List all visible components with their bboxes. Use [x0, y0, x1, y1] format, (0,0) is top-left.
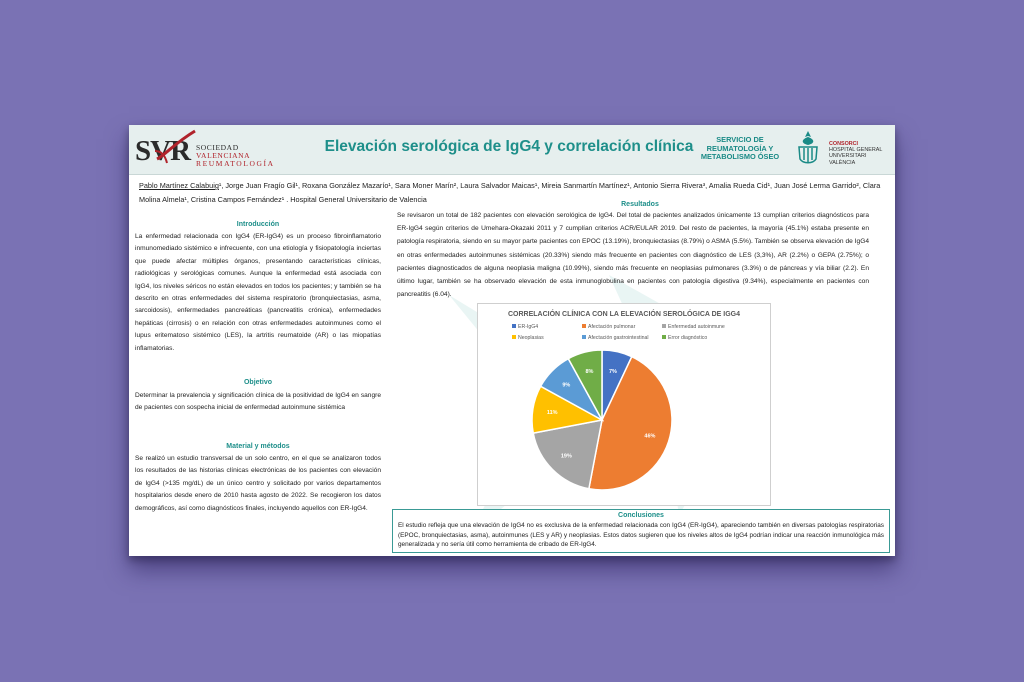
- pie-slices: [532, 350, 672, 490]
- service-name: SERVICIO DE REUMATOLOGÍA Y METABOLISMO ÓSEO: [700, 135, 780, 162]
- poster-title: Elevación serológica de IgG4 y correlación clínica: [324, 138, 694, 155]
- pie-chart: [477, 303, 771, 506]
- pie-data-label-3: 11%: [546, 410, 558, 417]
- legend-label-1: Afectación pulmonar: [588, 324, 636, 330]
- legend-label-4: Afectación gastrointestinal: [588, 335, 649, 341]
- chart-title: CORRELACIÓN CLÍNICA CON LA ELEVACIÓN SEROLÓGICA DE IGG4: [507, 311, 741, 318]
- other-authors: ¹, Jorge Juan Fragío Gil¹, Roxana González Mazarío¹, Sara Moner Marín², Laura Salvador Maicas¹, Mireia Sanmartín Martínez¹, Antonio Sierra Rivera³, Amalia Rueda Cid¹, Juan José Lerma Garrido², Clara Molina Almela¹, Cristina Campos Fernández¹ . Hospital General Universitario de Valencia: [139, 181, 881, 204]
- intro-title: Introducción: [236, 221, 280, 228]
- svr-logo-letters: SVR: [135, 135, 191, 167]
- svr-logo-text: [196, 144, 287, 168]
- intro-text: La enfermedad relacionada con IgG4 (ER-IgG4) es un proceso fibroinflamatorio inmunomediado sistémico e infrecuente, con una etiología y fisiopatología inciertas que puede afectar múltiples órganos, presentando características clínicas, radiológicas y serológicas comunes. Aunque la enfermedad está asociada con IgG4, los niveles séricos no están elevados en todos los pacientes; y también se ha descrito en otras enfermedades del sistema respiratorio (bronquiectasias, asma, sarcoidosis), enfermedades pancreáticas (pancreatitis crónica), enfermedades hepáticas (cirrosis) o en relación con otras enfermedades autoinmunes como el lupus eritematoso sistémico (LES), la artritis reumatoide (AR) o las miopatías inflamatorias.: [135, 233, 381, 352]
- chart-legend: [512, 324, 725, 341]
- legend-swatch-1: [582, 324, 586, 328]
- methods-text: Se realizó un estudio transversal de un solo centro, en el que se analizaron todos los resultados de las historias clínicas electrónicas de los pacientes con elevación de IgG4 (>135 mg/dL) de un único centro y solicitado por varios departamentos hospitalarios desde enero de 2010 hasta agosto de 2022. Se recogieron los datos demográficos, así como diagnósticos finales, incluyendo aquellos con ER-IgG4.: [135, 455, 381, 512]
- svr-logo-line2: REUMATOLOGÍA: [196, 159, 275, 168]
- objective-title: Objetivo: [243, 379, 272, 386]
- conclusions-title: Conclusiones: [618, 512, 664, 519]
- first-author: Pablo Martínez Calabuig: [139, 181, 219, 190]
- pie-data-label-0: 7%: [609, 368, 617, 375]
- legend-swatch-4: [582, 335, 586, 339]
- pie-data-label-2: 19%: [560, 453, 572, 460]
- legend-label-0: ER-IgG4: [518, 324, 539, 330]
- legend-label-2: Enfermedad autoinmune: [668, 324, 725, 330]
- svr-logo-line1: SOCIEDAD VALENCIANA: [196, 143, 251, 160]
- legend-swatch-5: [662, 335, 666, 339]
- legend-label-3: Neoplasias: [518, 335, 544, 341]
- legend-label-5: Error diagnóstico: [668, 335, 708, 341]
- consorci-logo-icon: [793, 129, 823, 169]
- legend-swatch-2: [662, 324, 666, 328]
- pie-data-label-4: 9%: [562, 382, 571, 389]
- conclusions-box: [392, 509, 890, 553]
- poster-header: [129, 125, 895, 175]
- consorci-name: CONSORCI HOSPITAL GENERAL UNIVERSITARI VALÈNCIA: [829, 141, 883, 166]
- legend-swatch-0: [512, 324, 516, 328]
- methods-title: Material y métodos: [226, 443, 290, 450]
- conclusions-text: El estudio refleja que una elevación de IgG4 no es exclusiva de la enfermedad relacionada con IgG4 (ER-IgG4), apareciendo también en diversas patologías respiratorias (EPOC, bronquiectasias, asma), autoinmunes (LES y AR) y neoplasias. Estos datos sugieren que los niveles altos de IgG4 podrían indicar una reacción inmunológica más generalizada y no sería útil como herramienta de cribado de ER-IgG4.: [398, 522, 884, 548]
- results-text: Se revisaron un total de 182 pacientes con elevación serológica de IgG4. Del total de pacientes analizados únicamente 13 cumplían criterios diagnósticos para ER-IgG4 según criterios de Umehara-Okazaki 2011 y 7 cumplían criterios ACR/EULAR 2019. Del resto de pacientes, la mayoría (45.1%) estaba presente en patología respiratoria, siendo en su mayor parte pacientes con EPOC (13.19%), bronquiectasias (8.79%) o ASMA (5.5%). También se observa elevación de IgG4 en otras enfermedades autoinmunes sistémicas (20.33%) siendo más frecuente en pacientes con diagnóstico de LES (3,3%), AR (2.2%) o GEPA (2.75%); o pacientes diagnosticados de alguna neoplasia maligna (10.99%), siendo más frecuente en neoplasias pulmonares (3.3%) o de páncreas y vía biliar (2.2). En último lugar, también se ha observado elevación de esta inmunoglobulina en pacientes con patología digestiva (9.34%), especialmente en pacientes con pancreatitis (6.04).: [397, 212, 869, 299]
- pie-chart-svg: [478, 304, 770, 505]
- pie-data-label-5: 8%: [585, 369, 594, 376]
- objective-text: Determinar la prevalencia y significación clínica de la positividad de IgG4 en sangre de pacientes con sospecha inicial de enfermedad autoinmune sistémica: [135, 392, 381, 412]
- poster: [129, 125, 895, 556]
- svr-logo: [135, 131, 287, 169]
- legend-swatch-3: [512, 335, 516, 339]
- results-title: Resultados: [621, 201, 659, 208]
- svr-logo-slash-icon: [151, 129, 199, 169]
- pie-data-label-1: 46%: [644, 433, 656, 440]
